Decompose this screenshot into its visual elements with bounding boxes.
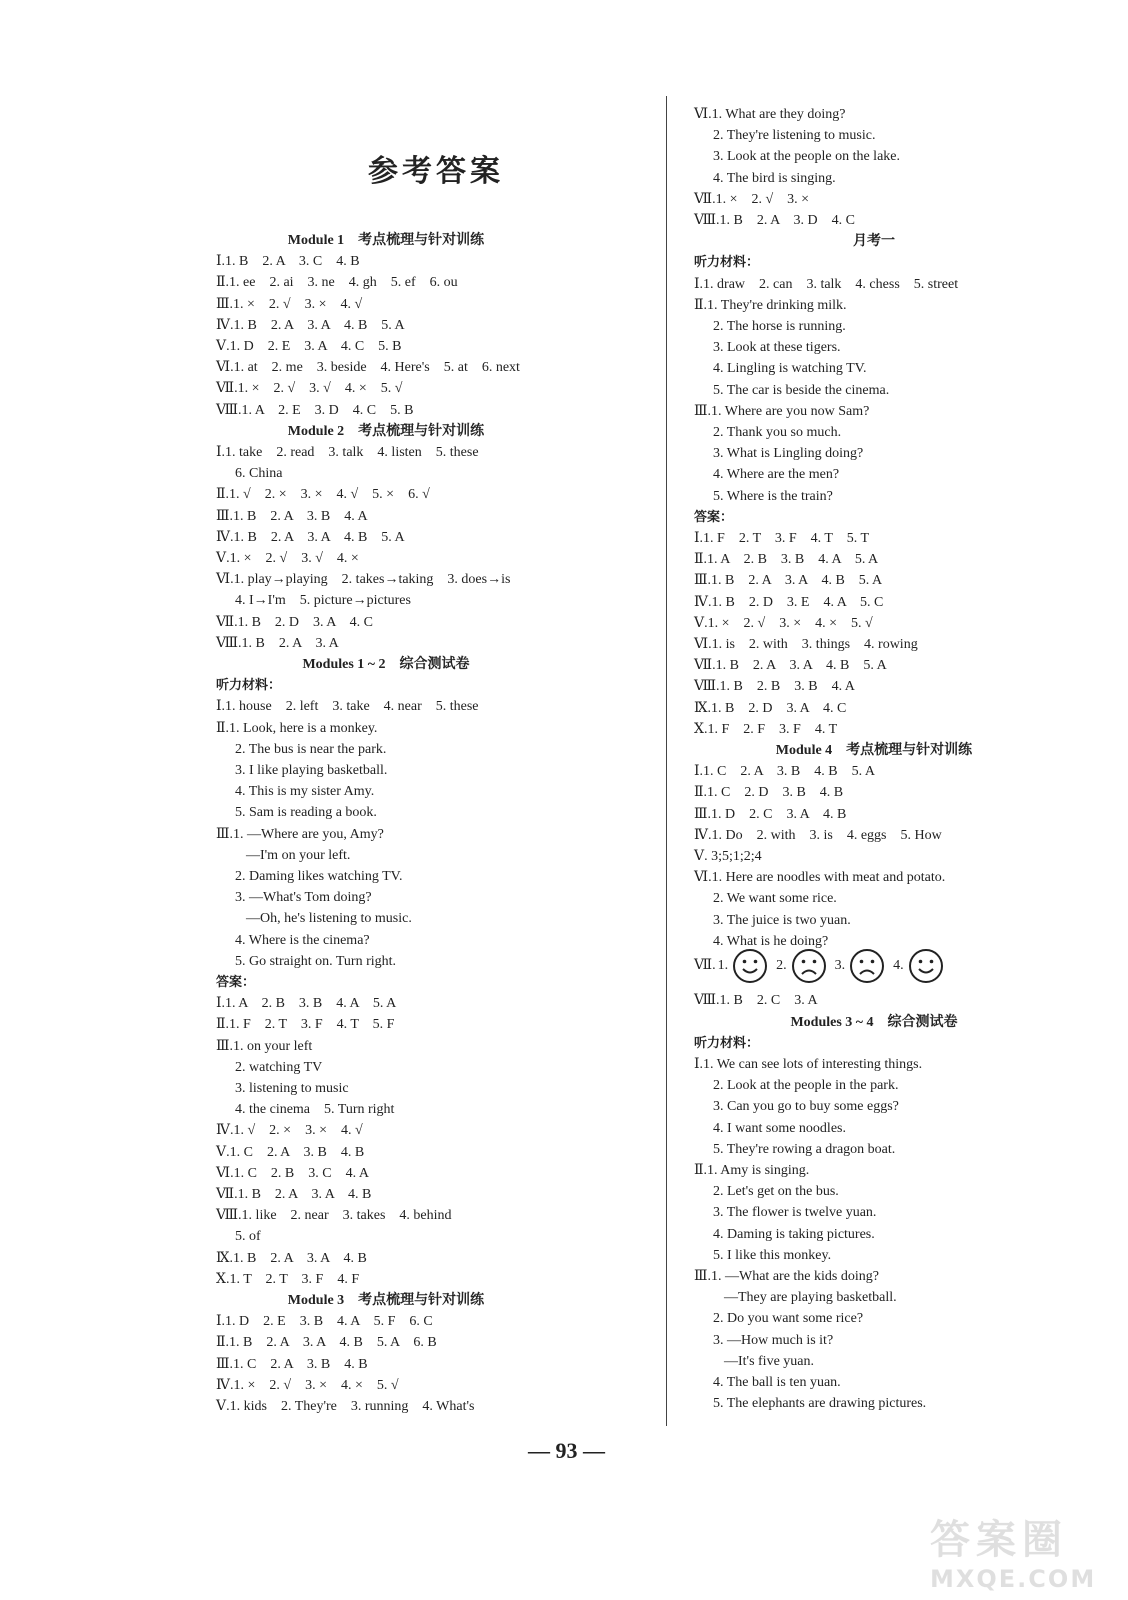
answer-line: Ⅹ.1. T 2. T 3. F 4. F — [216, 1271, 360, 1287]
answer-line: Ⅲ.1. —What are the kids doing? — [694, 1269, 879, 1284]
section-heading: 月考一 — [853, 234, 895, 250]
answer-line: 5. I like this monkey. — [713, 1247, 832, 1263]
answer-line: Ⅱ.1. ee 2. ai 3. ne 4. gh 5. ef 6. ou — [216, 275, 458, 291]
answer-line: 2. We want some rice. — [713, 891, 837, 907]
answer-line: 2. The bus is near the park. — [235, 741, 387, 757]
answer-line: 5. Where is the train? — [713, 488, 833, 504]
answer-line: Ⅲ.1. on your left — [216, 1038, 313, 1054]
answer-line: 5. Go straight on. Turn right. — [235, 953, 397, 969]
answer-line: Ⅰ.1. F 2. T 3. F 4. T 5. T — [694, 531, 869, 546]
face-number: 3. — [834, 958, 846, 973]
section-heading: Module 2 考点梳理与针对训练 — [287, 423, 485, 439]
answer-line: —It's five yuan. — [724, 1353, 815, 1369]
answer-line: 5. The elephants are drawing pictures. — [713, 1396, 927, 1412]
answer-line: Ⅵ.1. at 2. me 3. beside 4. Here's 5. at 6. next — [216, 360, 520, 376]
answer-line: 4. The bird is singing. — [713, 170, 836, 186]
answer-line: 2. Thank you so much. — [713, 425, 842, 440]
answer-line: Ⅲ.1. D 2. C 3. A 4. B — [694, 806, 847, 822]
answer-line: 2. watching TV — [235, 1059, 323, 1075]
answer-line: Ⅱ.1. F 2. T 3. F 4. T 5. F — [216, 1017, 395, 1033]
sad-face-icon — [791, 948, 827, 984]
smiley-answers — [694, 948, 950, 984]
answer-line: Ⅰ.1. A 2. B 3. B 4. A 5. A — [216, 996, 397, 1012]
answer-line: Ⅰ.1. house 2. left 3. take 4. near 5. these — [216, 699, 479, 715]
answer-line: —They are playing basketball. — [724, 1290, 897, 1306]
answer-line: 2. The horse is running. — [713, 319, 846, 334]
answer-line: Ⅶ.1. B 2. D 3. A 4. C — [216, 614, 373, 630]
answer-line: Ⅴ.1. × 2. √ 3. √ 4. × — [216, 551, 359, 566]
answer-line: 5. They're rowing a dragon boat. — [713, 1141, 896, 1157]
answer-line: —I'm on your left. — [246, 847, 351, 863]
answer-line: Ⅳ.1. × 2. √ 3. × 4. × 5. √ — [216, 1377, 399, 1393]
answer-line: Ⅸ.1. B 2. A 3. A 4. B — [216, 1250, 367, 1266]
answer-line: Ⅰ.1. D 2. E 3. B 4. A 5. F 6. C — [216, 1314, 433, 1330]
answer-line: 4. Daming is taking pictures. — [713, 1226, 875, 1242]
answer-line: 4. This is my sister Amy. — [235, 784, 375, 800]
answer-line: 3. —What's Tom doing? — [235, 890, 372, 906]
answer-line: 2. Do you want some rice? — [713, 1311, 864, 1327]
answer-line: 4. Where is the cinema? — [235, 932, 370, 948]
answer-line: Ⅰ.1. We can see lots of interesting things. — [694, 1057, 923, 1072]
smiling-face-icon — [732, 948, 768, 984]
answer-line: Ⅴ.1. C 2. A 3. B 4. B — [216, 1144, 365, 1160]
answer-line: Ⅱ.1. They're drinking milk. — [694, 297, 847, 313]
answer-line: Ⅴ.1. kids 2. They're 3. running 4. What's — [216, 1399, 475, 1414]
section-heading: Module 3 考点梳理与针对训练 — [287, 1293, 485, 1308]
answer-line: Ⅷ.1. A 2. E 3. D 4. C 5. B — [216, 402, 414, 418]
column-divider — [666, 96, 667, 1426]
answer-line: 4. What is he doing? — [713, 933, 829, 949]
answer-line: Ⅱ.1. Look, here is a monkey. — [216, 720, 378, 736]
answer-line: Ⅳ.1. B 2. A 3. A 4. B 5. A — [216, 529, 405, 545]
answer-line: 4. Where are the men? — [713, 467, 840, 483]
answer-line: Ⅷ.1. B 2. A 3. D 4. C — [694, 213, 855, 228]
answer-line: 5. of — [235, 1229, 261, 1245]
sad-face-icon — [849, 948, 885, 984]
section-label: 答案： — [694, 509, 734, 525]
answer-line: Ⅲ.1. Where are you now Sam? — [694, 403, 870, 419]
page-number: — 93 — — [528, 1438, 605, 1463]
answer-line: Ⅴ. 3;5;1;2;4 — [694, 849, 762, 864]
answer-line: Ⅷ.1. like 2. near 3. takes 4. behind — [216, 1208, 452, 1224]
watermark — [930, 1508, 1100, 1593]
answer-line: Ⅲ.1. B 2. A 3. A 4. B 5. A — [694, 573, 883, 589]
answer-line: Ⅳ.1. B 2. D 3. E 4. A 5. C — [694, 594, 884, 610]
face-number: 2. — [776, 958, 787, 973]
answer-line: 3. The juice is two yuan. — [713, 912, 851, 928]
answer-line: Ⅷ.1. B 2. A 3. A — [216, 635, 339, 651]
answer-line: Ⅲ.1. C 2. A 3. B 4. B — [216, 1356, 368, 1372]
answer-line: 5. Sam is reading a book. — [235, 805, 377, 821]
answer-line: Ⅵ.1. Here are noodles with meat and potato. — [694, 870, 946, 886]
answer-line: —Oh, he's listening to music. — [246, 911, 412, 927]
answer-line: Ⅰ.1. C 2. A 3. B 4. B 5. A — [694, 764, 875, 780]
answer-line: Ⅴ.1. × 2. √ 3. × 4. × 5. √ — [694, 615, 873, 631]
answer-line: Ⅳ.1. Do 2. with 3. is 4. eggs 5. How — [694, 827, 942, 843]
answer-line: 4. the cinema 5. Turn right — [235, 1102, 395, 1118]
answer-line: 3. I like playing basketball. — [235, 763, 388, 778]
answer-line: Ⅰ.1. draw 2. can 3. talk 4. chess 5. street — [694, 276, 959, 292]
answer-line: Ⅹ.1. F 2. F 3. F 4. T — [694, 721, 838, 737]
answer-line: 6. China — [235, 466, 283, 482]
answer-line: Ⅳ.1. B 2. A 3. A 4. B 5. A — [216, 317, 405, 333]
answer-line: Ⅱ.1. A 2. B 3. B 4. A 5. A — [694, 552, 879, 568]
answer-line: 3. listening to music — [235, 1081, 349, 1096]
answer-line: 3. Look at these tigers. — [713, 340, 841, 356]
answer-line: 3. Look at the people on the lake. — [713, 149, 900, 165]
answer-line: Ⅶ.1. × 2. √ 3. × — [694, 191, 810, 207]
answer-line: 3. What is Lingling doing? — [713, 446, 864, 462]
face-number: 1. — [717, 958, 729, 973]
answer-line: Ⅰ.1. B 2. A 3. C 4. B — [216, 254, 360, 270]
answer-line: Ⅵ.1. is 2. with 3. things 4. rowing — [694, 637, 918, 652]
answer-line: Ⅱ.1. C 2. D 3. B 4. B — [694, 785, 844, 801]
answer-line: 3. —How much is it? — [713, 1332, 834, 1348]
section-label: 听力材料： — [694, 255, 760, 271]
answer-line: 4. The ball is ten yuan. — [713, 1375, 841, 1390]
answer-line: 2. They're listening to music. — [713, 128, 876, 144]
faces-label: Ⅶ. — [694, 958, 716, 973]
section-heading: Module 1 考点梳理与针对训练 — [287, 233, 485, 248]
section-label: 听力材料： — [694, 1035, 760, 1051]
page-title: 参考答案 — [368, 154, 504, 189]
answer-line: Ⅱ.1. B 2. A 3. A 4. B 5. A 6. B — [216, 1335, 437, 1351]
answer-line: Ⅶ.1. B 2. A 3. A 4. B 5. A — [694, 658, 887, 674]
answer-line: Ⅴ.1. D 2. E 3. A 4. C 5. B — [216, 339, 402, 354]
answer-line: Ⅷ.1. B 2. B 3. B 4. A — [694, 679, 855, 695]
face-number: 4. — [893, 958, 904, 973]
smiling-face-icon — [908, 948, 944, 984]
answer-line: Ⅱ.1. Amy is singing. — [694, 1163, 810, 1178]
answer-line: Ⅰ.1. take 2. read 3. talk 4. listen 5. these — [216, 445, 479, 460]
watermark-en: MXQE.COM — [930, 1565, 1097, 1593]
section-heading: Modules 3 ~ 4 综合测试卷 — [790, 1014, 958, 1030]
section-label: 听力材料： — [216, 678, 282, 694]
answer-line: 3. The flower is twelve yuan. — [713, 1205, 877, 1221]
answer-line: 2. Daming likes watching TV. — [235, 869, 403, 884]
answer-line: Ⅵ.1. C 2. B 3. C 4. A — [216, 1165, 369, 1181]
answer-line: 4. I want some noodles. — [713, 1120, 846, 1136]
answer-line: 2. Look at the people in the park. — [713, 1078, 899, 1094]
answer-line: Ⅳ.1. √ 2. × 3. × 4. √ — [216, 1123, 363, 1139]
answer-line: Ⅲ.1. B 2. A 3. B 4. A — [216, 508, 368, 524]
answer-line: Ⅷ.1. B 2. C 3. A — [694, 993, 818, 1009]
answer-line: 4. I→I'm 5. picture→pictures — [235, 593, 411, 609]
section-heading: Module 4 考点梳理与针对训练 — [775, 743, 973, 758]
answer-line: Ⅲ.1. × 2. √ 3. × 4. √ — [216, 296, 363, 312]
answer-line: 3. Can you go to buy some eggs? — [713, 1099, 899, 1115]
answer-line: 4. Lingling is watching TV. — [713, 361, 867, 377]
answer-line: 2. Let's get on the bus. — [713, 1184, 839, 1200]
answer-line: 5. The car is beside the cinema. — [713, 382, 890, 398]
watermark-cn: 答案圈 — [930, 1517, 1068, 1563]
answer-line: Ⅲ.1. —Where are you, Amy? — [216, 826, 384, 842]
section-heading: Modules 1 ~ 2 综合测试卷 — [302, 657, 470, 672]
answer-line: Ⅱ.1. √ 2. × 3. × 4. √ 5. × 6. √ — [216, 487, 430, 503]
answer-line: Ⅶ.1. × 2. √ 3. √ 4. × 5. √ — [216, 381, 403, 397]
answer-line: Ⅵ.1. play→playing 2. takes→taking 3. does→is — [216, 572, 511, 588]
section-label: 答案： — [216, 975, 256, 990]
answer-line: Ⅸ.1. B 2. D 3. A 4. C — [694, 700, 847, 716]
answer-line: Ⅶ.1. B 2. A 3. A 4. B — [216, 1187, 372, 1202]
answer-line: Ⅵ.1. What are they doing? — [694, 107, 846, 122]
